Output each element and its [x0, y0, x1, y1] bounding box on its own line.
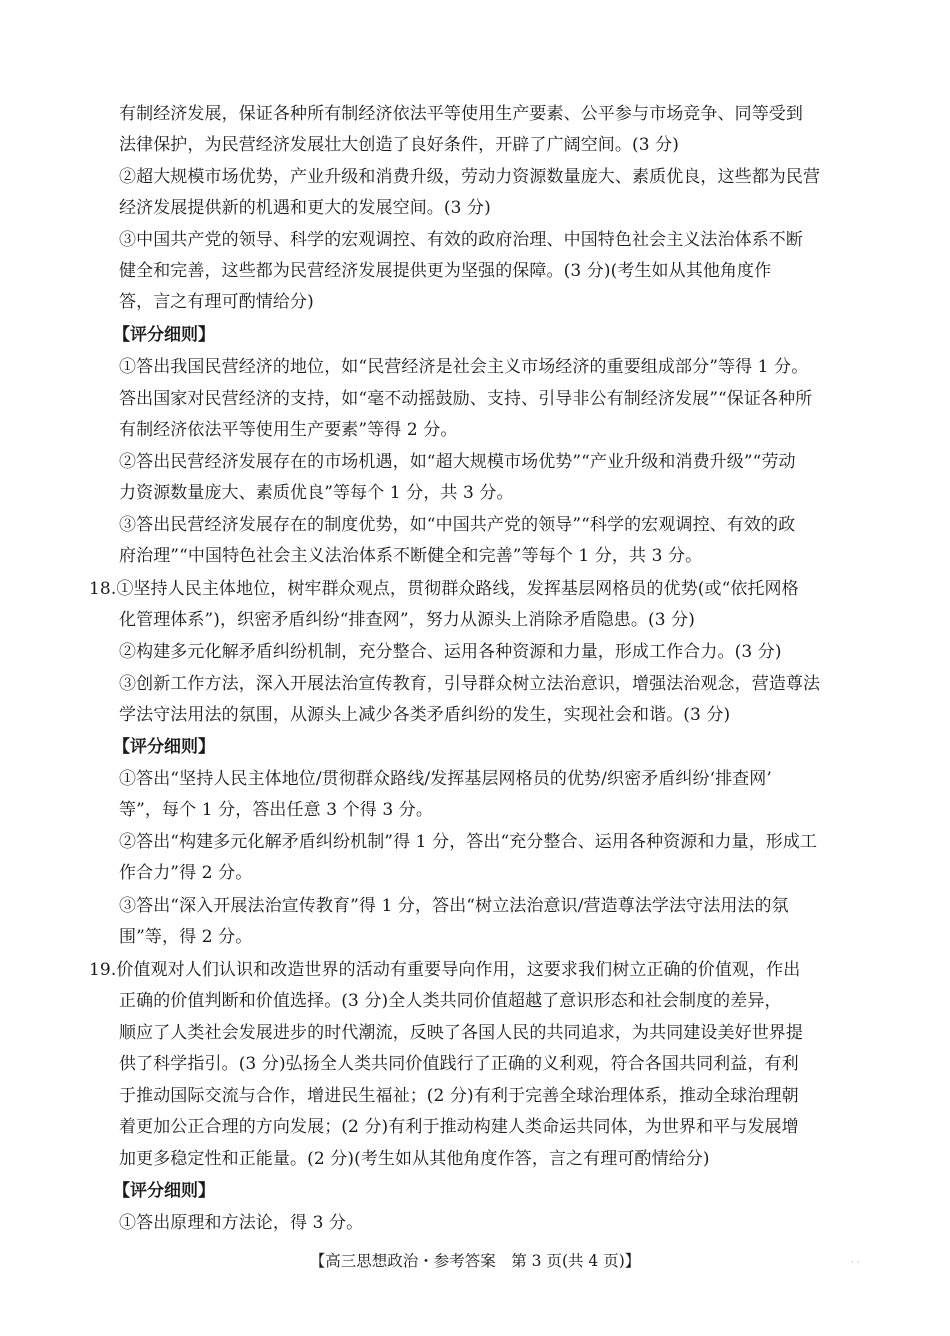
text-line: 化管理体系”)，织密矛盾纠纷“排查网”，努力从源头上消除矛盾隐患。(3 分) [119, 610, 695, 630]
text-line: 经济发展提供新的机遇和更大的发展空间。(3 分) [119, 198, 491, 218]
decorative-dots: · · [851, 1258, 860, 1268]
text-line: 有制经济依法平等使用生产要素”等得 2 分。 [119, 420, 458, 440]
question-19: 19.价值观对人们认识和改造世界的活动有重要导向作用，这要求我们树立正确的价值观，作出 [89, 960, 801, 980]
text-line: ①答出我国民营经济的地位，如“民营经济是社会主义市场经济的重要组成部分”等得 1 分。 [119, 357, 809, 377]
text-line: 答出国家对民营经济的支持，如“毫不动摇鼓励、支持、引导非公有制经济发展”“保证各种所 [119, 389, 813, 409]
page-footer: 【高三思想政治・参考答案 第 3 页(共 4 页)】 [309, 1252, 641, 1270]
text-line: 有制经济发展，保证各种所有制经济依法平等使用生产要素、公平参与市场竞争、同等受到 [119, 104, 803, 124]
text-line: ③答出“深入开展法治宣传教育”得 1 分，答出“树立法治意识/营造尊法学法守法用法的氛 [119, 896, 789, 916]
text-line: 加更多稳定性和正能量。(2 分)(考生如从其他角度作答，言之有理可酌情给分) [119, 1149, 710, 1169]
text-line: 健全和完善，这些都为民营经济发展提供更为坚强的保障。(3 分)(考生如从其他角度作 [119, 261, 772, 281]
text-line: 于推动国际交流与合作，增进民生福祉；(2 分)有利于完善全球治理体系，推动全球治理朝 [119, 1086, 799, 1106]
text-line: 正确的价值判断和价值选择。(3 分)全人类共同价值超越了意识形态和社会制度的差异， [119, 991, 782, 1011]
text-line: ②答出“构建多元化解矛盾纠纷机制”得 1 分，答出“充分整合、运用各种资源和力量，形成工 [119, 832, 818, 852]
text-line: 围”等，得 2 分。 [119, 927, 253, 947]
text-line: ②超大规模市场优势，产业升级和消费升级，劳动力资源数量庞大、素质优良，这些都为民营 [119, 167, 821, 187]
text-line: 作合力”得 2 分。 [119, 863, 253, 883]
section-heading: 【评分细则】 [113, 325, 215, 345]
text-line: 府治理”“中国特色社会主义法治体系不断健全和完善”等每个 1 分，共 3 分。 [119, 546, 703, 566]
text-line: ②构建多元化解矛盾纠纷机制，充分整合、运用各种资源和力量，形成工作合力。(3 分) [119, 642, 782, 662]
text-line: 答，言之有理可酌情给分) [119, 292, 314, 312]
text-line: 学法守法用法的氛围，从源头上减少各类矛盾纠纷的发生，实现社会和谐。(3 分) [119, 705, 731, 725]
text-line: 力资源数量庞大、素质优良”等每个 1 分，共 3 分。 [119, 483, 514, 503]
text-line: ①答出“坚持人民主体地位/贯彻群众路线/发挥基层网格员的优势/织密矛盾纠纷‘排查网’ [119, 769, 772, 789]
section-heading: 【评分细则】 [113, 737, 215, 757]
text-line: ③答出民营经济发展存在的制度优势，如“中国共产党的领导”“科学的宏观调控、有效的政 [119, 515, 796, 535]
text-line: 着更加公正合理的方向发展；(2 分)有利于推动构建人类命运共同体，为世界和平与发展增 [119, 1117, 799, 1137]
text-line: ③创新工作方法，深入开展法治宣传教育，引导群众树立法治意识，增强法治观念，营造尊法 [119, 674, 821, 694]
section-heading: 【评分细则】 [113, 1181, 215, 1201]
text-line: ③中国共产党的领导、科学的宏观调控、有效的政府治理、中国特色社会主义法治体系不断 [119, 230, 803, 250]
text-line: ②答出民营经济发展存在的市场机遇，如“超大规模市场优势”“产业升级和消费升级”“劳动 [119, 452, 796, 472]
text-line: ①答出原理和方法论，得 3 分。 [119, 1213, 364, 1233]
question-18: 18.①坚持人民主体地位，树牢群众观点，贯彻群众路线，发挥基层网格员的优势(或“依托网格 [89, 579, 799, 599]
text-line: 供了科学指引。(3 分)弘扬全人类共同价值践行了正确的义利观，符合各国共同利益，有利 [119, 1054, 799, 1074]
text-line: 等”，每个 1 分，答出任意 3 个得 3 分。 [119, 800, 433, 820]
text-line: 法律保护，为民营经济发展壮大创造了良好条件，开辟了广阔空间。(3 分) [119, 135, 679, 155]
text-line: 顺应了人类社会发展进步的时代潮流，反映了各国人民的共同追求，为共同建设美好世界提 [119, 1023, 803, 1043]
